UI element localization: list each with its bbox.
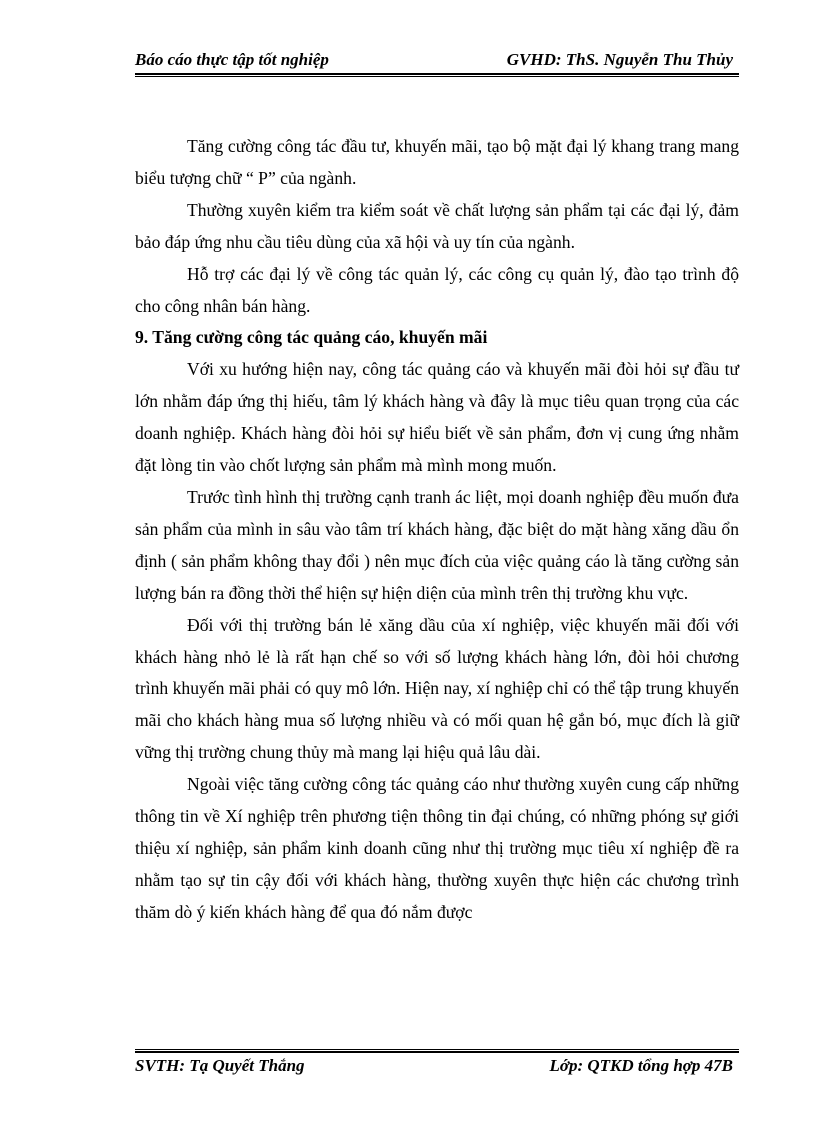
footer-student: SVTH: Tạ Quyết Thắng (135, 1056, 305, 1075)
header-divider (135, 73, 739, 77)
header-supervisor: GVHD: ThS. Nguyễn Thu Thủy (506, 50, 733, 69)
paragraph-1: Tăng cường công tác đầu tư, khuyến mãi, tạo bộ mặt đại lý khang trang mang biểu tượng chữ “ P” của ngành. (135, 136, 739, 188)
footer-class: Lớp: QTKD tổng hợp 47B (549, 1056, 733, 1075)
page-header (135, 50, 739, 74)
footer-divider (135, 1049, 739, 1053)
paragraph-6: Đối với thị trường bán lẻ xăng dầu của xí nghiệp, việc khuyến mãi đối với khách hàng nhỏ lẻ là rất hạn chế so với số lượng khách hàng lớn, đòi hỏi chương trình khuyến mãi phải có quy mô lớn. Hiện nay, xí nghiệp chỉ có thể tập trung khuyến mãi cho khách hàng mua số lượng nhiều và có mối quan hệ gắn bó, mục đích là giữ vững thị trường chung thủy mà mang lại hiệu quả lâu dài. (135, 614, 739, 763)
section-heading: 9. Tăng cường công tác quảng cáo, khuyến mãi (135, 327, 488, 348)
page-footer (135, 1056, 739, 1080)
paragraph-4: Với xu hướng hiện nay, công tác quảng cáo và khuyến mãi đòi hỏi sự đầu tư lớn nhằm đáp ứng thị hiếu, tâm lý khách hàng và đây là mục tiêu quan trọng của các doanh nghiệp. Khách hàng đòi hỏi sự hiểu biết về sản phẩm, đơn vị cung ứng nhằm đặt lòng tin vào chốt lượng sản phẩm mà mình mong muốn. (135, 359, 739, 476)
header-report-title: Báo cáo thực tập tốt nghiệp (135, 50, 329, 69)
document-body (135, 131, 739, 929)
paragraph-5: Trước tình hình thị trường cạnh tranh ác liệt, mọi doanh nghiệp đều muốn đưa sản phẩm của mình in sâu vào tâm trí khách hàng, đặc biệt do mặt hàng xăng dầu ổn định ( sản phẩm không thay đổi ) nên mục đích của việc quảng cáo là tăng cường sản lượng bán ra đồng thời thể hiện sự hiện diện của mình trên thị trường khu vực. (135, 486, 739, 603)
paragraph-7: Ngoài việc tăng cường công tác quảng cáo như thường xuyên cung cấp những thông tin về Xí nghiệp trên phương tiện thông tin đại chúng, có những phóng sự giới thiệu xí nghiệp, sản phẩm kinh doanh cũng như thị trường mục tiêu xí nghiệp đề ra nhằm tạo sự tin cậy đối với khách hàng, thường xuyên thực hiện các chương trình thăm dò ý kiến khách hàng để qua đó nắm được (135, 774, 739, 922)
paragraph-2: Thường xuyên kiểm tra kiểm soát về chất lượng sản phẩm tại các đại lý, đảm bảo đáp ứng nhu cầu tiêu dùng của xã hội và uy tín của ngành. (135, 199, 739, 252)
paragraph-3: Hỗ trợ các đại lý về công tác quản lý, các công cụ quản lý, đào tạo trình độ cho công nhân bán hàng. (135, 263, 739, 316)
